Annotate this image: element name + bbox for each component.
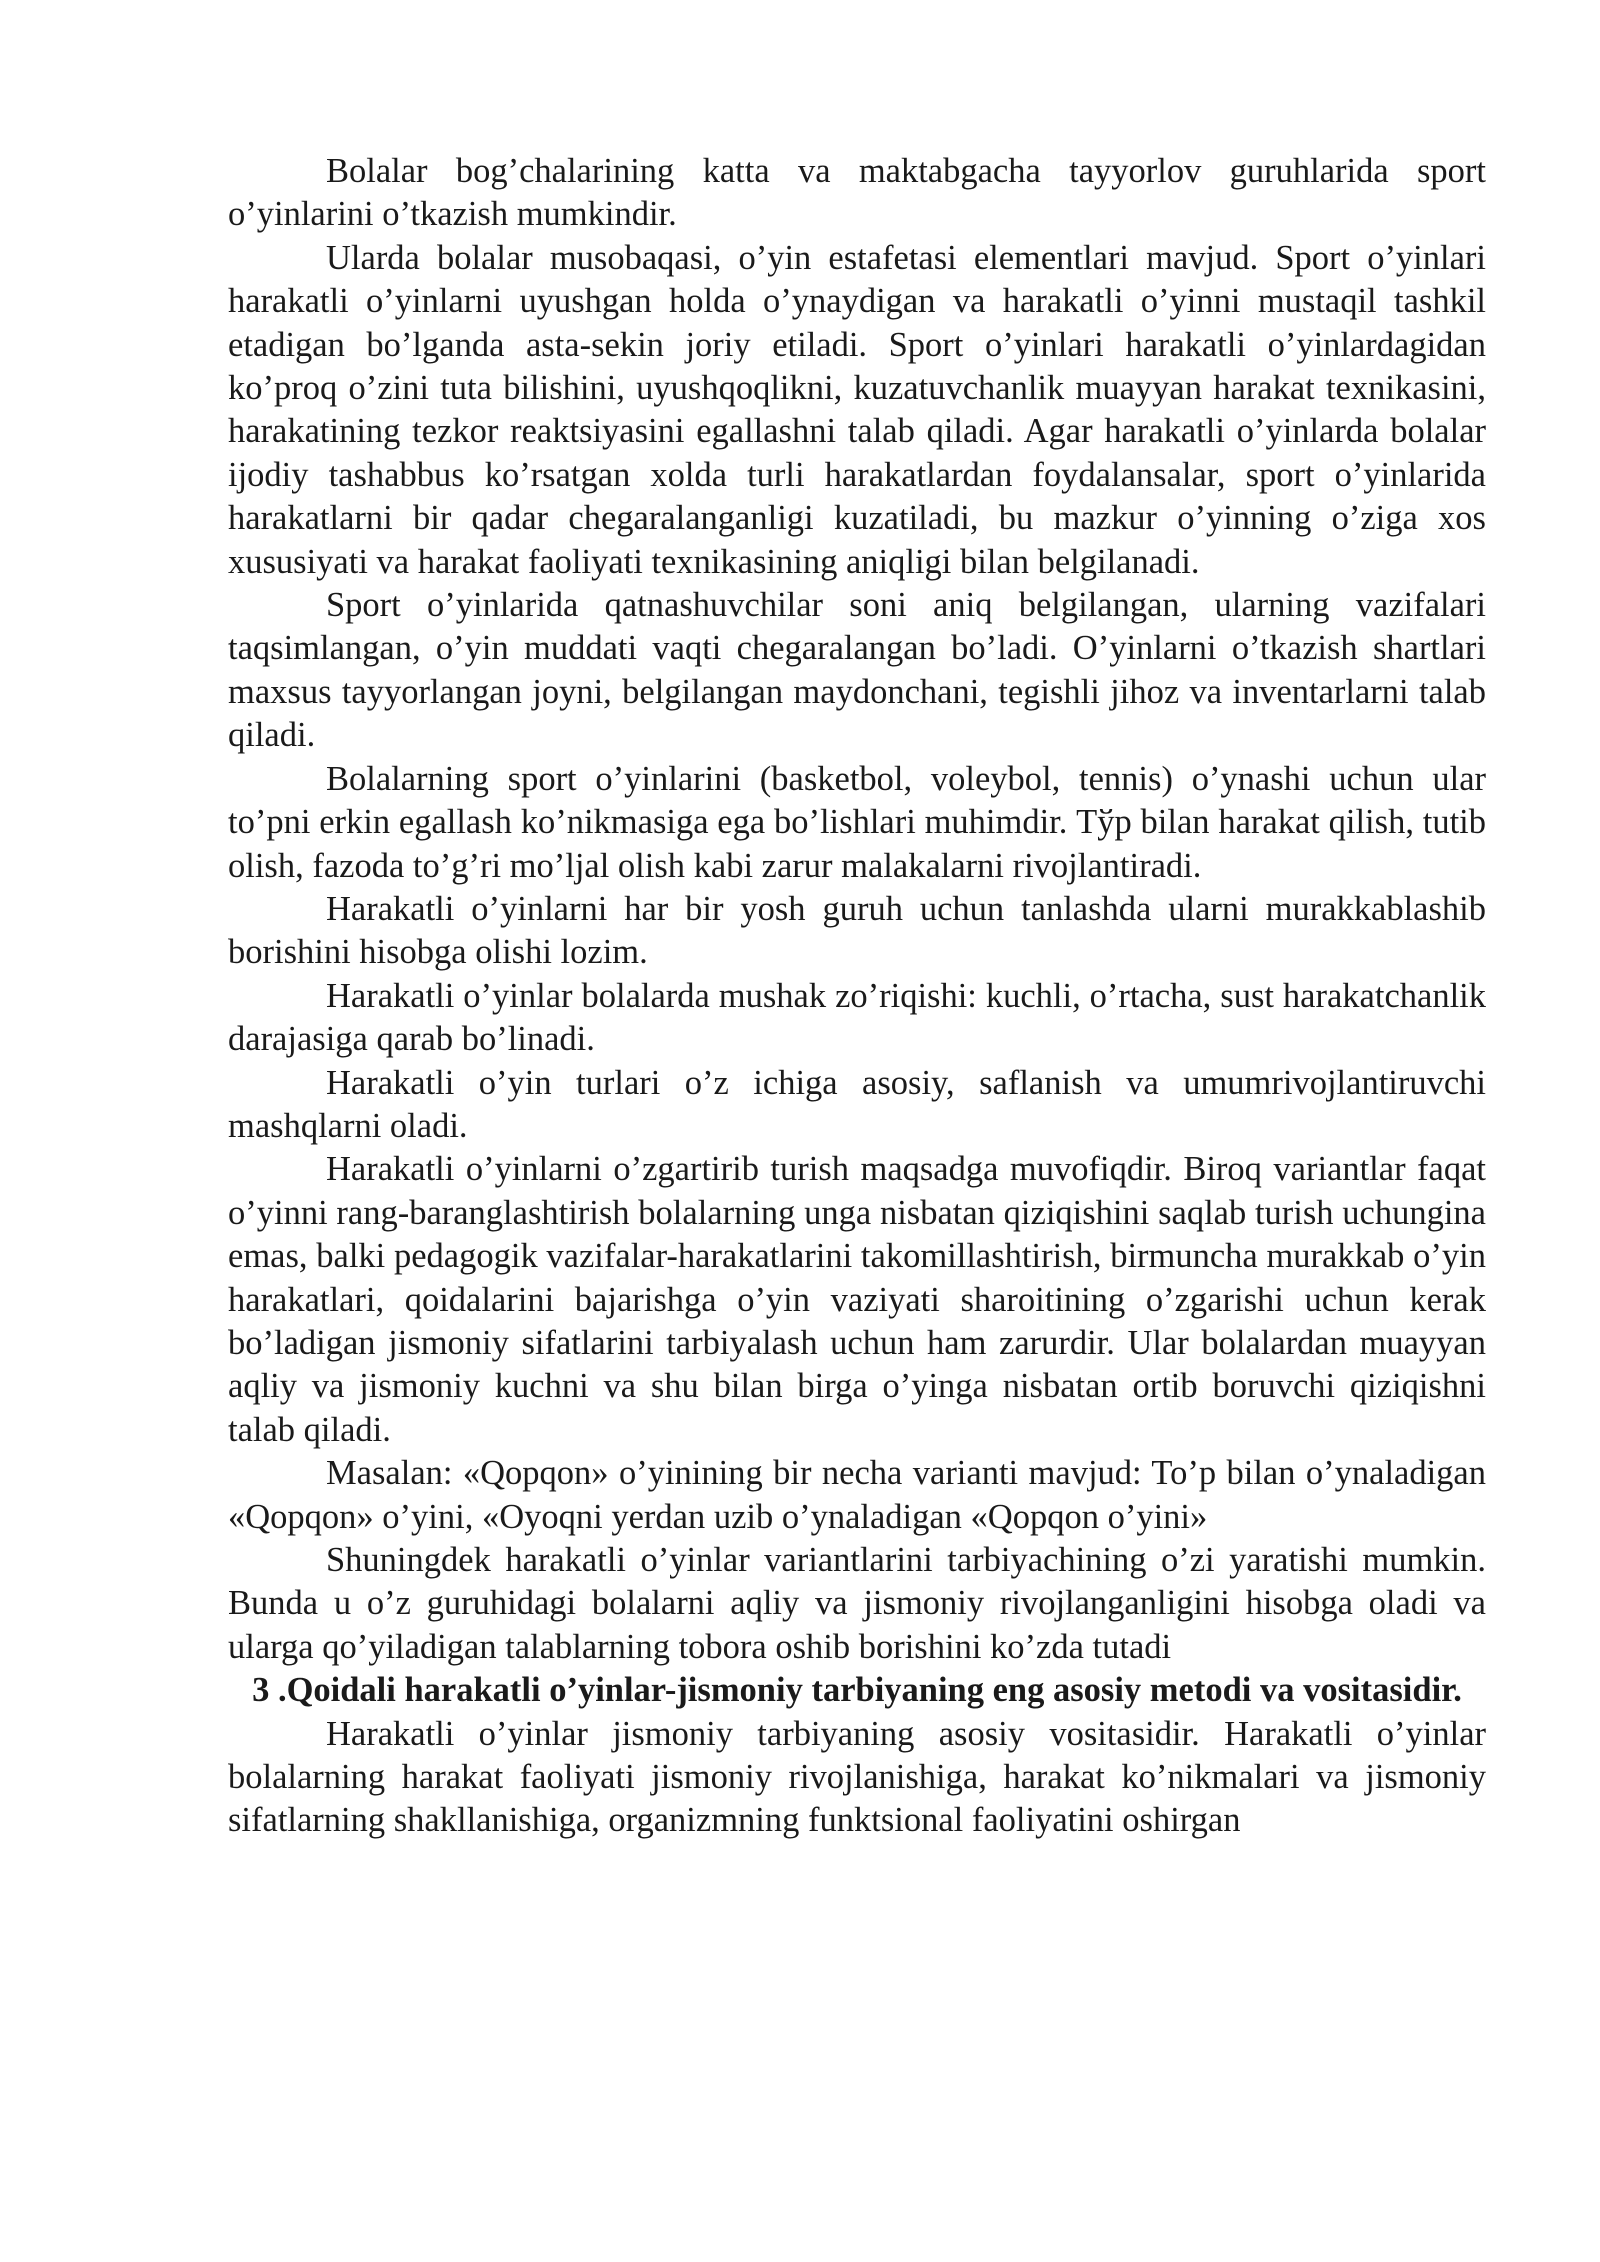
paragraph-9: Masalan: «Qopqon» o’yinining bir necha varianti mavjud: To’p bilan o’ynaladigan «Qopqon» o’yini, «Oyoqni yerdan uzib o’ynaladigan «Qopqon o’yini»: [228, 1454, 1486, 1536]
paragraph-7: Harakatli o’yin turlari o’z ichiga asosiy, saflanish va umumrivojlantiruvchi mashqlarni oladi.: [228, 1063, 1486, 1145]
paragraph-6: Harakatli o’yinlar bolalarda mushak zo’riqishi: kuchli, o’rtacha, sust harakatchanlik darajasiga qarab bo’linadi.: [228, 976, 1486, 1059]
paragraph-2: Ularda bolalar musobaqasi, o’yin estafetasi elementlari mavjud. Sport o’yinlari harakatli o’yinlarni uyushgan holda o’ynaydigan va harakatli o’yinni mustaqil tashkil etadigan bo’lganda asta-sekin joriy etiladi. Sport o’yinlari harakatli o’yinlardagidan ko’proq o’zini tuta bilishini, uyushqoqlikni, kuzatuvchanlik muayyan harakat texnikasini, harakatining tezkor reaktsiyasini egallashni talab qiladi. Agar harakatli o’yinlarda bolalar ijodiy tashabbus ko’rsatgan xolda turli harakatlardan foydalansalar, sport o’yinlarida harakatlarni bir qadar chegaralanganligi kuzatiladi, bu mazkur o’yinning o’ziga xos xususiyati va harakat faoliyati texnikasining aniqligi bilan belgilanadi.: [228, 238, 1486, 581]
paragraph-5: Harakatli o’yinlarni har bir yosh guruh uchun tanlashda ularni murakkablashib borishini hisobga olishi lozim.: [228, 889, 1486, 972]
paragraph-3: Sport o’yinlarida qatnashuvchilar soni aniq belgilangan, ularning vazifalari taqsimlangan, o’yin muddati vaqti chegaralangan bo’ladi. O’yinlarni o’tkazish shartlari maxsus tayyorlangan joyni, belgilangan maydonchani, tegishli jihoz va inventarlarni talab qiladi.: [228, 586, 1486, 755]
paragraph-11: Harakatli o’yinlar jismoniy tarbiyaning asosiy vositasidir. Harakatli o’yinlar bolalarning harakat faoliyati jismoniy rivojlanishiga, harakat ko’nikmalari va jismoniy sifatlarning shakllanishiga, organizmning funktsional faoliyatini oshirgan: [228, 1714, 1486, 1840]
paragraph-8: Harakatli o’yinlarni o’zgartirib turish maqsadga muvofiqdir. Biroq variantlar faqat o’yinni rang-baranglashtirish bolalarning unga nisbatan qiziqishini saqlab turish uchungina emas, balki pedagogik vazifalar-harakatlarini takomillashtirish, birmuncha murakkab o’yin harakatlari, qoidalarini bajarishga o’yin vaziyati sharoitining o’zgarishi uchun kerak bo’ladigan jismoniy sifatlarini tarbiyalash uchun ham zarurdir. Ular bolalardan muayyan aqliy va jismoniy kuchni va shu bilan birga o’yinga nisbatan ortib boruvchi qiziqishni talab qiladi.: [228, 1150, 1486, 1449]
paragraph-10: Shuningdek harakatli o’yinlar variantlarini tarbiyachining o’zi yaratishi mumkin. Bunda u o’z guruhidagi bolalarni aqliy va jismoniy rivojlanganligini hisobga oladi va ularga qo’yiladigan talablarning tobora oshib borishini ko’zda tutadi: [228, 1541, 1486, 1666]
section-heading: 3 .Qoidali harakatli o’yinlar-jismoniy tarbiyaning eng asosiy metodi va vositasidir.: [252, 1671, 1462, 1710]
document-page: [228, 150, 1486, 1843]
paragraph-1: Bolalar bog’chalarining katta va maktabgacha tayyorlov guruhlarida sport o’yinlarini o’tkazish mumkindir.: [228, 152, 1486, 234]
paragraph-4: Bolalarning sport o’yinlarini (basketbol, voleybol, tennis) o’ynashi uchun ular to’pni erkin egallash ko’nikmasiga ega bo’lishlari muhimdir. Тўр bilan harakat qilish, tutib olish, fazoda to’g’ri mo’ljal olish kabi zarur malakalarni rivojlantiradi.: [228, 759, 1486, 885]
